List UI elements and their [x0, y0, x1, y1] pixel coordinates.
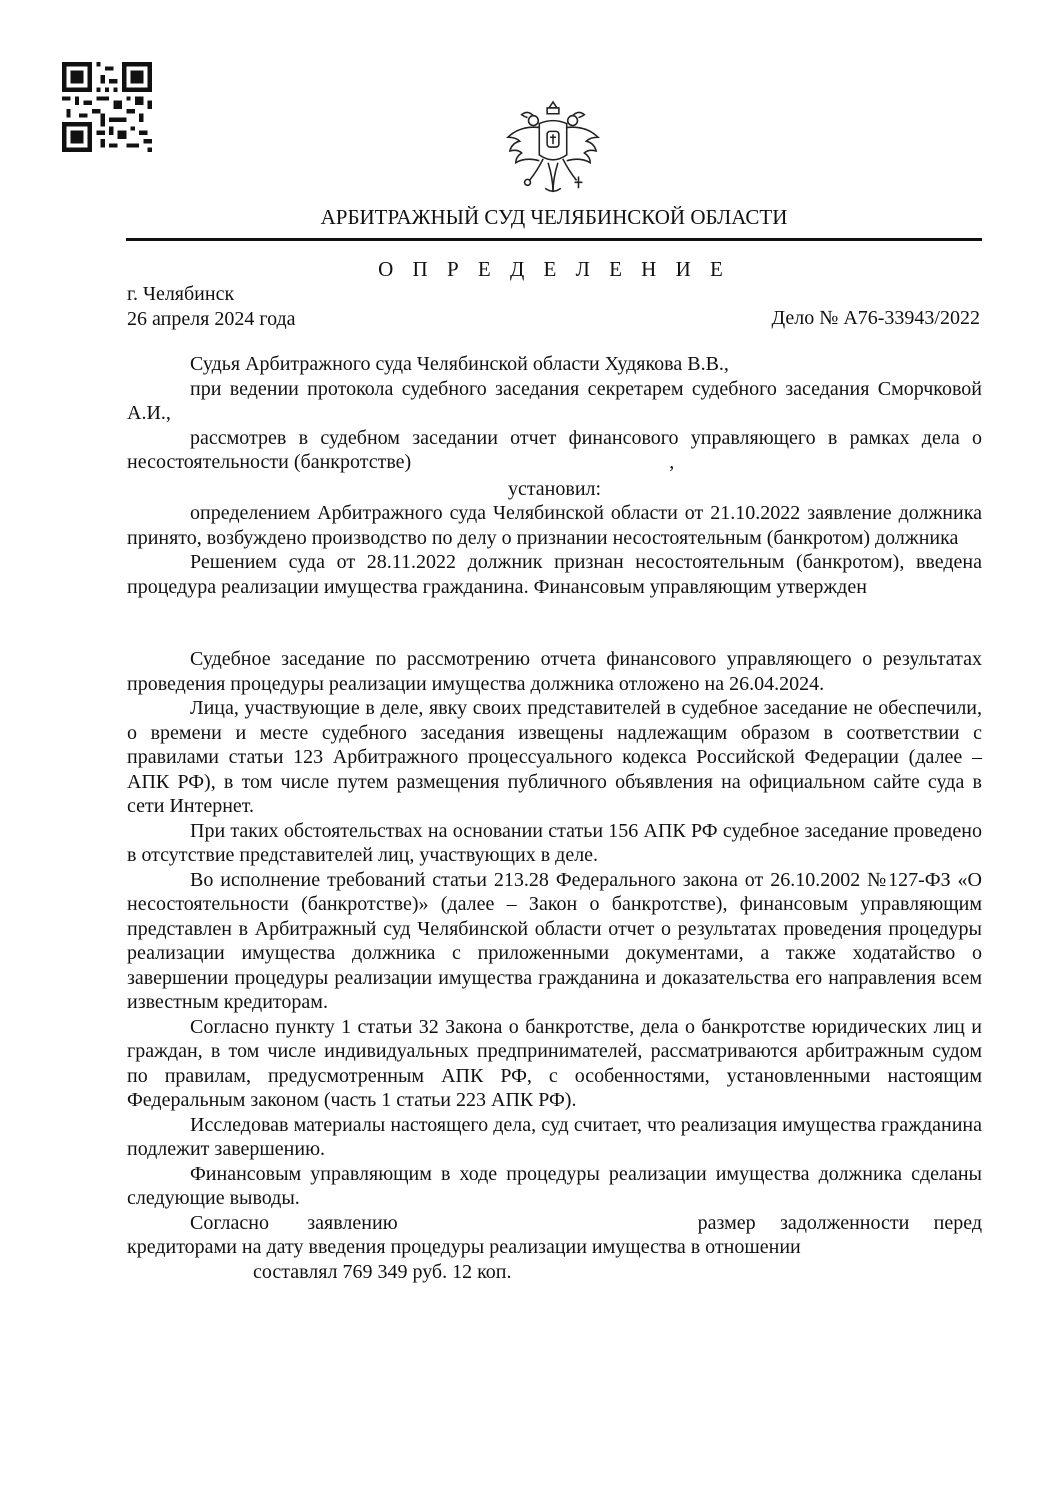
- established-heading: установил:: [507, 477, 602, 500]
- paragraph-findings: Финансовым управляющим в ходе процедуры реализации имущества должника сделаны следующие выводы.: [127, 1162, 982, 1209]
- paragraph-decision-bankrupt: Решением суда от 28.11.2022 должник признан несостоятельным (банкротом), введена процедура реализации имущества гражданина. Финансовым управляющим утвержден: [127, 551, 982, 598]
- paragraph-considering: рассмотрев в судебном заседании отчет финансового управляющего в рамках дела о несостоятельности (банкротстве) ,: [127, 426, 982, 473]
- court-name: АРБИТРАЖНЫЙ СУД ЧЕЛЯБИНСКОЙ ОБЛАСТИ: [320, 205, 788, 229]
- paragraph-absence: При таких обстоятельствах на основании статьи 156 АПК РФ судебное заседание проведено в отсутствие представителей лиц, участвующих в деле.: [127, 819, 982, 866]
- paragraph-article-32: Согласно пункту 1 статьи 32 Закона о банкротстве, дела о банкротстве юридических лиц и граждан, в том числе индивидуальных предпринимателей, рассматриваются арбитражным судом по правилам, предусмотренным АПК РФ, с особенностями, установленными настоящим Федеральным законом (часть 1 статьи 223 АПК РФ).: [127, 1015, 982, 1111]
- paragraph-participants: Лица, участвующие в деле, явку своих представителей в судебное заседание не обеспечили, о времени и месте судебного заседания извещены надлежащим образом в соответствии с правилами статьи 123 Арбитражного процессуального кодекса Российской Федерации (далее – АПК РФ), в том числе путем размещения публичного объявления на официальном сайте суда в сети Интернет.: [127, 697, 982, 817]
- coat-of-arms-icon: [504, 98, 602, 202]
- header-divider: [126, 238, 982, 241]
- spacer: [127, 625, 982, 647]
- case-number: Дело № А76-33943/2022: [771, 307, 980, 329]
- paragraph-secretary: при ведении протокола судебного заседания секретарем судебного заседания Сморчковой А.И.,: [127, 377, 982, 424]
- document-title: О П Р Е Д Е Л Е Н И Е: [378, 257, 730, 281]
- document-date: 26 апреля 2024 года: [127, 308, 296, 330]
- document-body: [127, 352, 982, 1284]
- paragraph-judge: Судья Арбитражного суда Челябинской области Худякова В.В.,: [190, 353, 729, 375]
- city: г. Челябинск: [127, 283, 235, 305]
- paragraph-debt-statement: Согласно заявлению размер задолженности перед кредиторами на дату введения процедуры реализации имущества в отношении: [127, 1211, 982, 1258]
- paragraph-ruling-accepted: определением Арбитражного суда Челябинской области от 21.10.2022 заявление должника принято, возбуждено производство по делу о признании несостоятельным (банкротом) должника: [127, 502, 982, 549]
- paragraph-conclusion: Исследовав материалы настоящего дела, суд считает, что реализация имущества гражданина подлежит завершению.: [127, 1113, 982, 1160]
- paragraph-hearing-postponed: Судебное заседание по рассмотрению отчета финансового управляющего о результатах проведения процедуры реализации имущества должника отложено на 26.04.2024.: [127, 648, 982, 695]
- redacted-line: [127, 603, 982, 625]
- paragraph-report: Во исполнение требований статьи 213.28 Федерального закона от 26.10.2002 №127-ФЗ «О несостоятельности (банкротстве)» (далее – Закон о банкротстве), финансовым управляющим представлен в Арбитражный суд Челябинской области отчет о результатах проведения процедуры реализации имущества должника с приложенными документами, а также ходатайство о завершении процедуры реализации имущества гражданина и доказательства его направления всем известным кредиторам.: [127, 868, 982, 1013]
- paragraph-debt-amount: составлял 769 349 руб. 12 коп.: [253, 1260, 512, 1283]
- qr-code: [62, 62, 152, 152]
